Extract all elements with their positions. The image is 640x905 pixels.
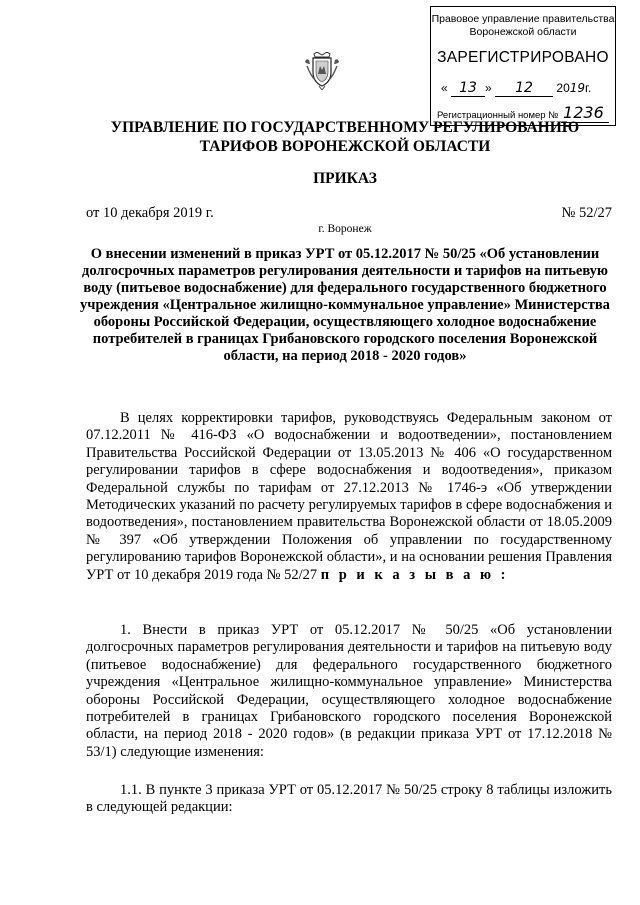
order-word: п р и к а з ы в а ю :	[320, 566, 509, 583]
stamp-year-suffix: г.	[585, 81, 592, 95]
stamp-organization	[431, 13, 615, 39]
authority-line1: УПРАВЛЕНИЕ ПО ГОСУДАРСТВЕННОМУ РЕГУЛИРОВАНИЮ	[110, 119, 580, 136]
issuing-authority	[60, 118, 630, 156]
authority-line2: ТАРИФОВ ВОРОНЕЖСКОЙ ОБЛАСТИ	[199, 138, 491, 155]
stamp-year-prefix: 20	[556, 81, 570, 95]
stamp-number-value: 1236	[563, 103, 604, 122]
stamp-status: ЗАРЕГИСТРИРОВАНО	[437, 49, 609, 66]
document-city: г. Воронеж	[318, 223, 372, 235]
stamp-date: « 13 » 12 2019г.	[441, 80, 592, 96]
item-1-1-paragraph: 1.1. В пункте 3 приказа УРТ от 05.12.2017 № 50/25 строку 8 таблицы изложить в следующей редакции:	[86, 782, 612, 816]
registration-stamp	[430, 6, 616, 126]
stamp-day: 13	[459, 80, 477, 96]
stamp-number-label: Регистрационный номер №	[437, 110, 559, 121]
stamp-org-line2: Воронежской области	[469, 26, 577, 38]
stamp-year: 19	[569, 81, 586, 95]
document-number: № 52/27	[561, 205, 612, 221]
coat-of-arms-emblem	[305, 52, 339, 90]
item-1-paragraph: 1. Внести в приказ УРТ от 05.12.2017 № 50/25 «Об установлении долгосрочных параметров регулирования деятельности и тарифов на питьевую воду (питьевое водоснабжение) для федерального государственного бюджетного учреждения «Центральное жилищно-коммунальное управление» Министерства обороны Российской Федерации, осуществляющего холодное водоснабжение потребителей в границах Грибановского городского поселения Воронежской области, на период 2018 - 2020 годов» (в редакции приказа УРТ от 17.12.2018 № 53/1) следующие изменения:	[86, 622, 612, 760]
stamp-date-prefix: «	[441, 81, 448, 95]
preamble-paragraph	[86, 410, 612, 584]
document-type: ПРИКАЗ	[313, 170, 377, 187]
stamp-org-line1: Правовое управление правительства	[431, 13, 615, 25]
document-date: от 10 декабря 2019 г.	[86, 205, 214, 221]
preamble-text: В целях корректировки тарифов, руководствуясь Федеральным законом от 07.12.2011 № 416-ФЗ «О водоснабжении и водоотведении», постановлением Правительства Российской Федерации от 13.05.2013 № 406 «О государственном регулировании тарифов в сфере водоснабжения и водоотведения», приказом Федеральной службы по тарифам от 27.12.2013 № 1746-э «Об утверждении Методических указаний по расчету регулируемых тарифов в сфере водоснабжения и водоотведения», постановлением правительства Воронежской области от 18.05.2009 № 397 «Об утверждении Положения об управлении по государственному регулированию тарифов Воронежской области», и на основании решения Правления УРТ от 10 декабря 2019 года № 52/27	[86, 410, 612, 583]
document-subject: О внесении изменений в приказ УРТ от 05.12.2017 № 50/25 «Об установлении долгосрочных параметров регулирования деятельности и тарифов на питьевую воду (питьевое водоснабжение) для федерального государственного бюджетного учреждения «Центральное жилищно-коммунальное управление» Министерства обороны Российской Федерации, осуществляющего холодное водоснабжение потребителей в границах Грибановского городского поселения Воронежской области, на период 2018 - 2020 годов»	[80, 246, 610, 364]
stamp-month: 12	[515, 80, 533, 96]
